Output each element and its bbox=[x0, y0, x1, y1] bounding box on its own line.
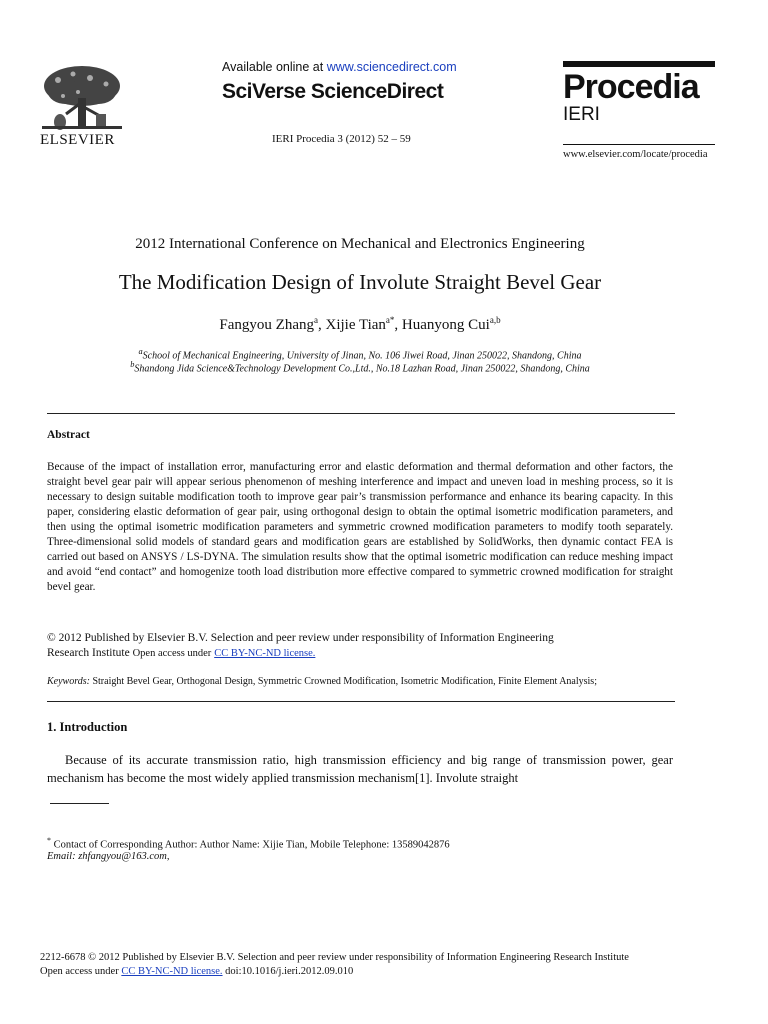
affiliation-mark: a bbox=[138, 347, 143, 356]
abstract-bottom-rule bbox=[47, 701, 675, 702]
conference-name: 2012 International Conference on Mechanical and Electronics Engineering bbox=[135, 236, 585, 252]
footnote-rule bbox=[50, 803, 109, 804]
footer-license-line bbox=[40, 966, 353, 977]
journal-reference: IERI Procedia 3 (2012) 52 – 59 bbox=[272, 133, 411, 145]
license-link[interactable]: CC BY-NC-ND license. bbox=[214, 648, 316, 659]
author-name: Huanyong Cui bbox=[401, 317, 490, 333]
footnote-contact-text: Contact of Corresponding Author: Author Name: Xijie Tian, Mobile Telephone: 13589042876 bbox=[53, 839, 450, 851]
procedia-divider bbox=[563, 144, 715, 145]
footer-license-link[interactable]: CC BY-NC-ND license. bbox=[121, 966, 223, 977]
section-heading: 1. Introduction bbox=[47, 720, 128, 734]
copyright-line-1: © 2012 Published by Elsevier B.V. Selection and peer review under responsibility of Information Engineering bbox=[47, 632, 554, 644]
introduction-body: Because of its accurate transmission ratio, high transmission efficiency and big range of transmission power, gear mechanism has become the most widely applied transmission mechanism[1]. Involute straight bbox=[47, 753, 673, 785]
procedia-logo: Procedia bbox=[563, 68, 699, 106]
author-list bbox=[0, 315, 720, 334]
open-access-prefix: Open access under bbox=[132, 648, 212, 659]
footnote-contact bbox=[47, 836, 450, 851]
copyright-notice bbox=[47, 631, 677, 661]
author-affiliation-mark: a,b bbox=[489, 315, 501, 325]
footer-open-access-prefix: Open access under bbox=[40, 966, 119, 977]
abstract-heading: Abstract bbox=[47, 429, 90, 441]
author-separator: , bbox=[394, 317, 402, 333]
footnote-email: Email: zhfangyou@163.com, bbox=[47, 851, 170, 862]
footnote-mark: * bbox=[47, 836, 51, 845]
affiliation-mark: b bbox=[130, 360, 135, 369]
affiliation-text: School of Mechanical Engineering, University of Jinan, No. 106 Jiwei Road, Jinan 250022, Shandong, China bbox=[142, 350, 582, 362]
affiliation-text: Shandong Jida Science&Technology Development Co.,Ltd., No.18 Lazhan Road, Jinan 250022, Shandong, China bbox=[134, 363, 590, 375]
procedia-top-bar bbox=[563, 61, 715, 67]
author-separator: , bbox=[317, 317, 326, 333]
procedia-url[interactable]: www.elsevier.com/locate/procedia bbox=[563, 149, 708, 160]
sciverse-logo: SciVerse ScienceDirect bbox=[222, 80, 444, 103]
author-affiliation-mark: a bbox=[313, 315, 318, 325]
sciencedirect-link[interactable]: www.sciencedirect.com bbox=[326, 60, 457, 74]
abstract-body: Because of the impact of installation error, manufacturing error and elastic deformation and thermal deformation and other factors, the straight bevel gear pair will appear serious phenomenon of meshing interference and impact and uneven load in meshing process, so it is necessary to design suitable modification tooth to improve gear pair’s transmission performance and enhance its bearing capacity. In this paper, considering elastic deformation of gear pair, using orthogonal design to obtain the optimal isometric modification parameters, and then using the optimal isometric modification parameters and symmetric crowned modification parameters to modify tooth separately. Three-dimensional solid models of standard gears and modification gears are established by SolidWorks, then dynamic contact FEA is carried out based on ANSYS / LS-DYNA. The simulation results show that the optimal isometric modification can reduce meshing impact and avoid “end contact” and homogenize tooth load distribution more effective compared to symmetric crowned modification for straight bevel gear. bbox=[47, 461, 673, 593]
footer-issn-line: 2212-6678 © 2012 Published by Elsevier B.V. Selection and peer review under responsibility of Information Engineering Research Institute bbox=[40, 952, 629, 963]
author-affiliation-mark: a* bbox=[385, 315, 395, 325]
abstract-top-rule bbox=[47, 413, 675, 414]
author-name: Fangyou Zhang bbox=[219, 317, 314, 333]
copyright-line-2: Research Institute bbox=[47, 647, 130, 659]
paper-title: The Modification Design of Involute Straight Bevel Gear bbox=[118, 270, 602, 294]
available-online bbox=[222, 60, 457, 74]
keywords-list: Straight Bevel Gear, Orthogonal Design, Symmetric Crowned Modification, Isometric Modification, Finite Element Analysis; bbox=[92, 676, 597, 687]
available-online-prefix: Available online at bbox=[222, 60, 324, 74]
keywords-line bbox=[47, 676, 687, 687]
keywords-label: Keywords: bbox=[47, 676, 90, 687]
author-name: Xijie Tian bbox=[325, 317, 386, 333]
footer-doi[interactable]: doi:10.1016/j.ieri.2012.09.010 bbox=[225, 966, 354, 977]
publisher-wordmark: ELSEVIER bbox=[40, 132, 115, 148]
affiliation-b bbox=[0, 360, 720, 374]
procedia-subtitle: IERI bbox=[563, 104, 600, 125]
